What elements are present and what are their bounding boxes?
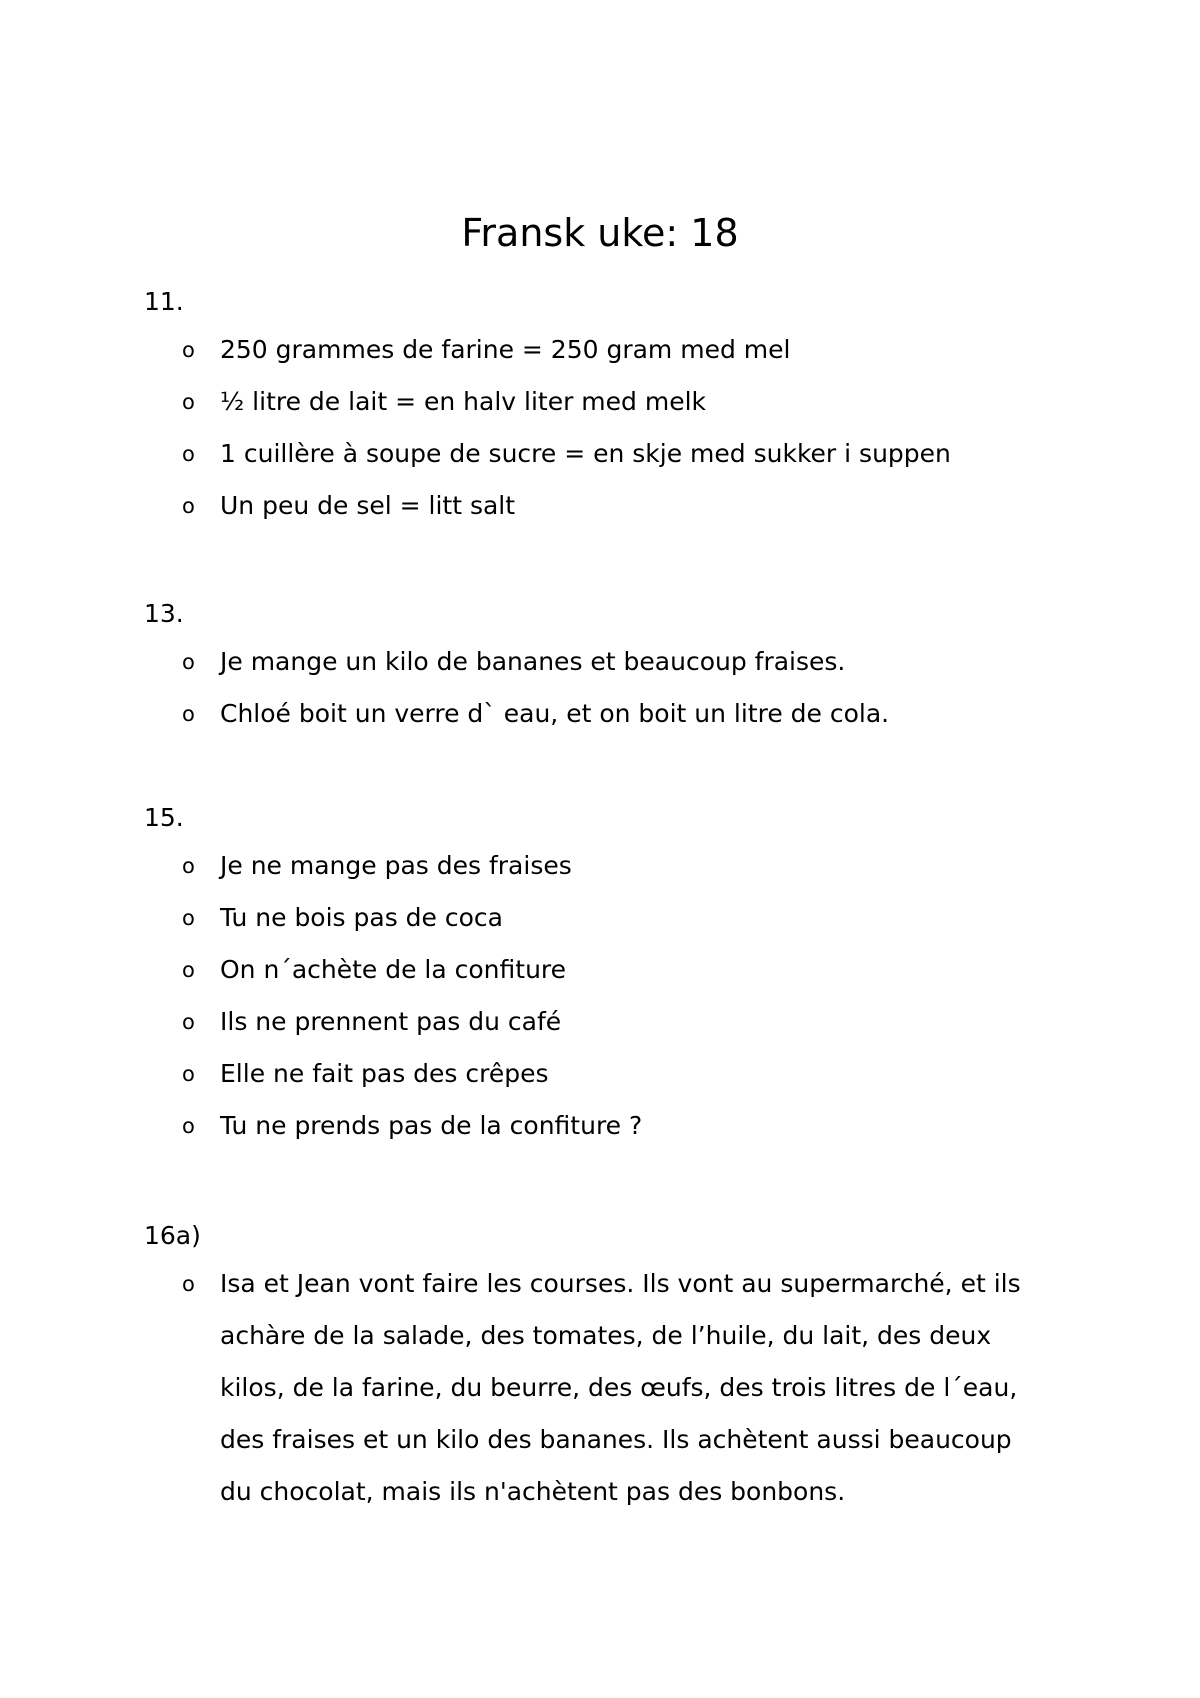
circle-bullet-icon: o (182, 1272, 195, 1296)
list-item (144, 1100, 1104, 1152)
section-heading: 15. (144, 803, 184, 832)
circle-bullet-icon: o (182, 958, 195, 982)
circle-bullet-icon: o (182, 702, 195, 726)
section-13 (144, 598, 1104, 740)
circle-bullet-icon: o (182, 854, 195, 878)
circle-bullet-icon: o (182, 494, 195, 518)
list-item (144, 428, 1104, 480)
page-title: Fransk uke: 18 (461, 211, 739, 255)
bullet-list (144, 1258, 1104, 1518)
list-item (144, 688, 1104, 740)
list-item-text: Isa et Jean vont faire les courses. Ils vont au supermarché, et ils achàre de la salade, des tomates, de l’huile, du lait, des deux kilos, de la farine, du beurre, des œufs, des trois litres de l´eau, des fraises et un kilo des bananes. Ils achètent aussi beaucoup du chocolat, mais ils n'achètent pas des bonbons. (220, 1269, 1021, 1506)
list-item (144, 1048, 1104, 1100)
list-item (144, 480, 1104, 532)
bullet-list (144, 840, 1104, 1152)
list-item (144, 944, 1104, 996)
list-item-text: Je mange un kilo de bananes et beaucoup fraises. (220, 647, 846, 676)
list-item-text: Elle ne fait pas des crêpes (220, 1059, 549, 1088)
circle-bullet-icon: o (182, 650, 195, 674)
section-heading: 13. (144, 599, 184, 628)
list-item-text: 250 grammes de farine = 250 gram med mel (220, 335, 791, 364)
list-item-text: Chloé boit un verre d` eau, et on boit un litre de cola. (220, 699, 890, 728)
circle-bullet-icon: o (182, 1010, 195, 1034)
section-heading: 11. (144, 287, 184, 316)
list-item-text: Je ne mange pas des fraises (220, 851, 572, 880)
list-item (144, 376, 1104, 428)
list-item (144, 636, 1104, 688)
list-item (144, 996, 1104, 1048)
section-15 (144, 802, 1104, 1152)
list-item-text: On n´achète de la confiture (220, 955, 567, 984)
circle-bullet-icon: o (182, 1114, 195, 1138)
circle-bullet-icon: o (182, 1062, 195, 1086)
circle-bullet-icon: o (182, 338, 195, 362)
section-heading: 16a) (144, 1221, 201, 1250)
section-16a (144, 1220, 1104, 1518)
list-item-text: Tu ne bois pas de coca (220, 903, 503, 932)
section-11 (144, 286, 1104, 532)
list-item-text: ½ litre de lait = en halv liter med melk (220, 387, 707, 416)
circle-bullet-icon: o (182, 906, 195, 930)
list-item (144, 892, 1104, 944)
list-item (144, 1258, 1040, 1518)
bullet-list (144, 324, 1104, 532)
list-item (144, 324, 1104, 376)
list-item-text: Ils ne prennent pas du café (220, 1007, 562, 1036)
list-item-text: Tu ne prends pas de la confiture ? (220, 1111, 643, 1140)
list-item-text: Un peu de sel = litt salt (220, 491, 516, 520)
circle-bullet-icon: o (182, 390, 195, 414)
bullet-list (144, 636, 1104, 740)
list-item-text: 1 cuillère à soupe de sucre = en skje med sukker i suppen (220, 439, 951, 468)
list-item (144, 840, 1104, 892)
circle-bullet-icon: o (182, 442, 195, 466)
